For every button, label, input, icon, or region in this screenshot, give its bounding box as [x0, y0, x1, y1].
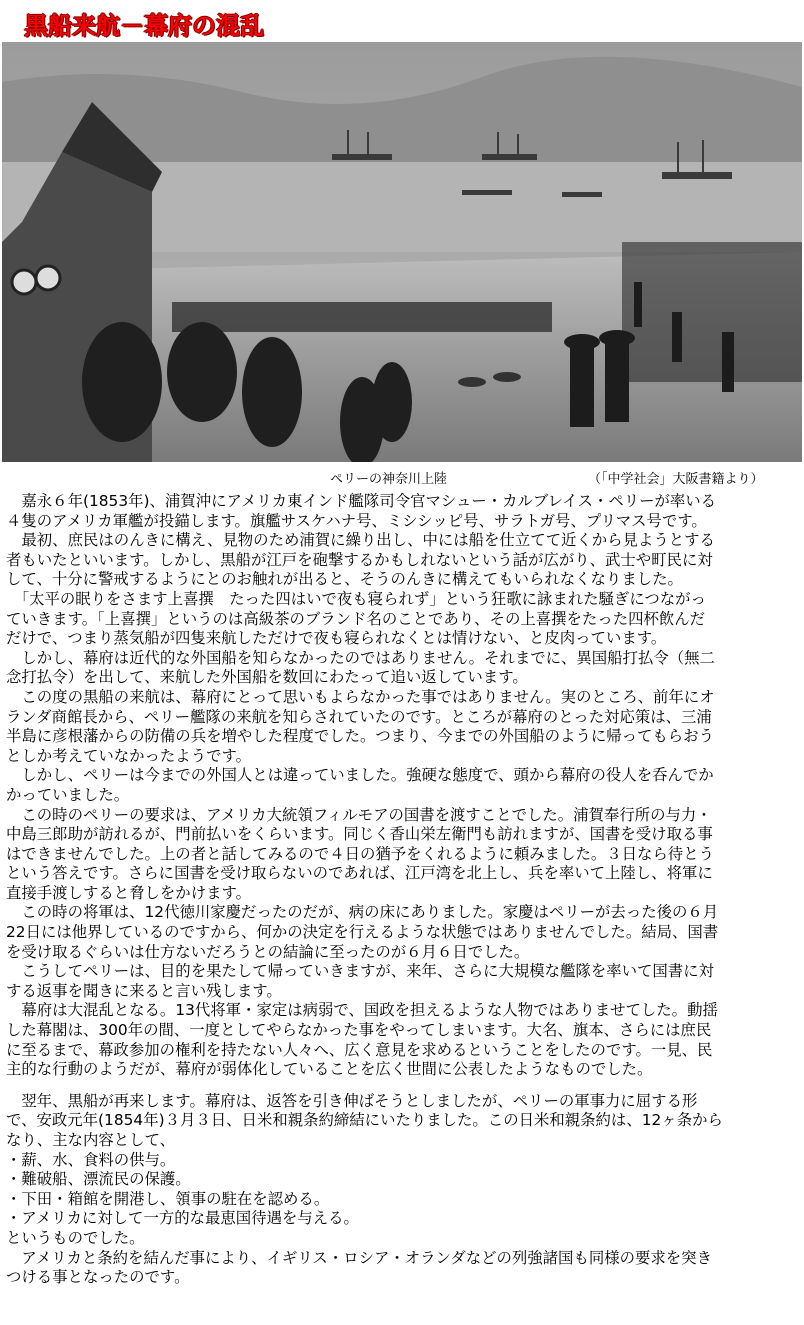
- text-line: という答えです。さらに国書を受け取らないのであれば、江戸湾を北上し、兵を率いて上陸し、将軍に: [6, 864, 713, 883]
- text-line: しかし、幕府は近代的な外国船を知らなかったのではありません。それまでに、異国船打払令（無二: [6, 648, 715, 667]
- text-line: 22日には他界しているのですから、何かの決定を行えるような状態ではありませんでした。結局、国書: [6, 923, 719, 942]
- text-line: というものでした。: [6, 1228, 145, 1247]
- text-line: 翌年、黒船が再来します。幕府は、返答を引き伸ばそうとしましたが、ペリーの軍事力に屈する形: [6, 1091, 698, 1110]
- article-body: [6, 492, 798, 1288]
- text-line: に至るまで、幕政参加の権利を持たない人々へ、広く意見を求めるということをしたのです。一見、民: [6, 1040, 713, 1059]
- text-line: 主的な行動のようだが、幕府が弱体化していることを広く世間に公表したようなものでした。: [6, 1060, 653, 1079]
- photo-source: （「中学社会」大阪書籍より）: [588, 472, 764, 487]
- text-line: ４隻のアメリカ軍艦が投錨します。旗艦サスケハナ号、ミシシッピ号、サラトガ号、プリマス号です。: [6, 511, 707, 530]
- text-line: ・薪、水、食料の供与。: [6, 1150, 176, 1169]
- text-line: つける事となったのです。: [6, 1268, 190, 1287]
- text-line: 直接手渡しすると脅しをかけます。: [6, 883, 252, 902]
- text-line: ・アメリカに対して一方的な最恵国待遇を与える。: [6, 1209, 359, 1228]
- text-line: 中島三郎助が訪れるが、門前払いをくらいます。同じく香山栄左衛門も訪れますが、国書を受け取る事: [6, 825, 713, 844]
- text-line: この度の黒船の来航は、幕府にとって思いもよらなかった事ではありません。実のところ、前年にオ: [6, 687, 715, 706]
- text-line: ・下田・箱館を開港し、領事の駐在を認める。: [6, 1189, 330, 1208]
- text-line: 幕府は大混乱となる。13代将軍・家定は病弱で、国政を担えるような人物ではありませてした。動揺: [6, 1001, 718, 1020]
- text-line: はできませんでした。上の者と話してみるので４日の猶予をくれるように頼みました。３日なら待とう: [6, 844, 714, 863]
- text-line: だけで、つまり蒸気船が四隻来航しただけで夜も寝られなくとは情けない、と皮肉っています。: [6, 629, 667, 648]
- text-line: なり、主な内容として、: [6, 1131, 175, 1149]
- text-line: した幕閣は、300年の間、一度としてやらなかった事をやってしまいます。大名、旗本、さらには庶民: [6, 1021, 712, 1040]
- text-line: 半島に彦根藩からの防備の兵を増やした程度でした。つまり、今までの外国船のように帰ってもらおう: [6, 727, 714, 746]
- text-line: 嘉永６年(1853年)、浦賀沖にアメリカ東インド艦隊司令官マシュー・カルブレイス・ペリーが率いる: [6, 492, 717, 510]
- text-line: 最初、庶民はのんきに構え、見物のため浦賀に繰り出し、中には船を仕立てて近くから見ようとする: [6, 531, 715, 550]
- text-line: 者もいたといいます。しかし、黒船が江戸を砲撃するかもしれないという話が広がり、武士や町民に対: [6, 550, 713, 569]
- text-line: ていきます。「上喜撰」というのは高級茶のブランド名のことであり、その上喜撰をたった四杯飲んだ: [6, 609, 706, 628]
- paragraph-gap: [6, 1080, 798, 1092]
- text-line: を受け取るぐらいは仕方ないだろうとの結論に至ったのが６月６日でした。: [6, 942, 530, 961]
- text-line: アメリカと条約を結んだ事により、イギリス・ロシア・オランダなどの列強諸国も同様の要求を突き: [6, 1248, 712, 1267]
- photo-caption: ペリーの神奈川上陸: [330, 472, 448, 487]
- text-line: この時の将軍は、12代徳川家慶だったのだが、病の床にありました。家慶はペリーが去った後の６月: [6, 903, 719, 922]
- text-line: する返事を聞きに来ると言い残します。: [6, 981, 282, 1000]
- page-title: 黒船来航－幕府の混乱: [24, 12, 264, 40]
- text-line: 念打払令）を出して、来航した外国船を数回にわたって追い返しています。: [6, 668, 528, 687]
- text-line: この時のペリーの要求は、アメリカ大統領フィルモアの国書を渡すことでした。浦賀奉行所の与力・: [6, 805, 712, 824]
- text-line: としか考えていなかったようです。: [6, 746, 252, 765]
- text-line: して、十分に警戒するようにとのお触れが出ると、そうのんきに構えてもいられなくなりました。: [6, 570, 683, 589]
- text-line: ランダ商館長から、ペリー艦隊の来航を知らされていたのです。ところが幕府のとった対応策は、三浦: [6, 707, 712, 726]
- text-line: ・難破船、漂流民の保護。: [6, 1170, 191, 1189]
- text-line: こうしてペリーは、目的を果たして帰っていきますが、来年、さらに大規模な艦隊を率いて国書に対: [6, 962, 714, 981]
- text-line: かっていました。: [6, 785, 130, 804]
- perry-landing-photo: [2, 42, 802, 462]
- text-line: 「太平の眠りをさます上喜撰 たった四はいで夜も寝られず」という狂歌に詠まれた騒ぎにつながっ: [6, 589, 706, 608]
- text-line: しかし、ペリーは今までの外国人とは違っていました。強硬な態度で、頭から幕府の役人を呑んでか: [6, 766, 714, 785]
- text-line: で、安政元年(1854年)３月３日、日米和親条約締結にいたりました。この日米和親条約は、12ヶ条から: [6, 1111, 723, 1130]
